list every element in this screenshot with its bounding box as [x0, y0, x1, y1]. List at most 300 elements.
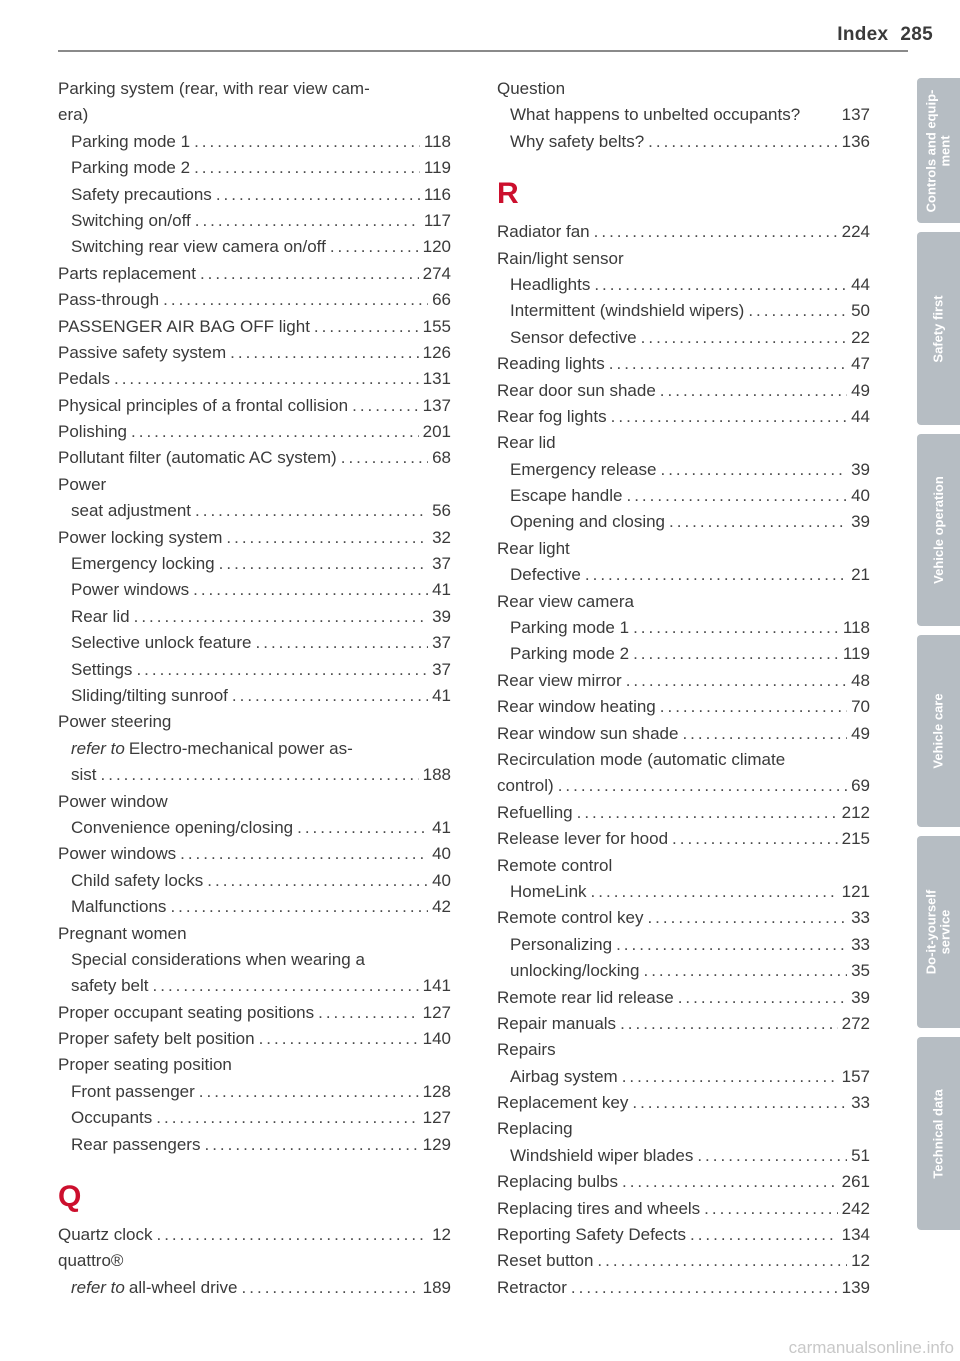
- entry-text: Release lever for hood: [497, 829, 669, 849]
- index-entry: [58, 155, 451, 181]
- page-reference: 128: [422, 1081, 451, 1101]
- dot-leader: [191, 208, 420, 234]
- entry-text: Repair manuals: [497, 1013, 617, 1033]
- entry-text: Special considerations when wearing a: [71, 949, 365, 969]
- index-entry: [497, 773, 870, 799]
- entry-text: Sliding/tilting sunroof: [71, 685, 228, 705]
- entry-text: Rear light: [497, 538, 570, 558]
- dot-leader: [686, 1222, 838, 1248]
- entry-text: Escape handle: [510, 486, 623, 506]
- page-reference: 274: [422, 263, 451, 283]
- page-reference: 47: [851, 354, 870, 374]
- index-heading: [497, 589, 870, 615]
- dot-leader: [637, 325, 847, 351]
- page-reference: 212: [841, 802, 870, 822]
- entry-text: Selective unlock feature: [71, 633, 252, 653]
- page-reference: 215: [841, 829, 870, 849]
- page-reference: 155: [422, 316, 451, 336]
- page-reference: 40: [851, 486, 870, 506]
- index-entry: [58, 1105, 451, 1131]
- dot-leader: [255, 1026, 419, 1052]
- index-heading: [58, 947, 451, 973]
- page-reference: 137: [422, 395, 451, 415]
- entry-text: era): [58, 105, 89, 125]
- page-reference: 44: [851, 406, 870, 426]
- dot-leader: [159, 287, 428, 313]
- entry-text: Physical principles of a frontal collision: [58, 395, 349, 415]
- page-reference: 37: [432, 659, 451, 679]
- index-entry: [58, 182, 451, 208]
- section-letter-q: Q: [58, 1180, 82, 1214]
- index-entry: [58, 261, 451, 287]
- dot-leader: [226, 340, 418, 366]
- page-reference: 41: [432, 580, 451, 600]
- entry-text: Quartz clock: [58, 1225, 153, 1245]
- page-reference: 261: [841, 1172, 870, 1192]
- dot-leader: [554, 773, 847, 799]
- dot-leader: [656, 457, 847, 483]
- page-reference: 51: [851, 1145, 870, 1165]
- page-reference: 44: [851, 274, 870, 294]
- entry-text: Replacement key: [497, 1093, 629, 1113]
- entry-text: Child safety locks: [71, 870, 204, 890]
- entry-text: Windshield wiper blades: [510, 1145, 694, 1165]
- index-entry: [497, 1090, 870, 1116]
- entry-text: Reading lights: [497, 354, 605, 374]
- page-reference: 118: [842, 618, 870, 638]
- entry-text: unlocking/locking: [510, 961, 640, 981]
- dot-leader: [700, 1196, 837, 1222]
- entry-text: Proper occupant seating positions: [58, 1002, 315, 1022]
- entry-text: Passive safety system: [58, 342, 227, 362]
- index-entry: [497, 298, 870, 324]
- dot-leader: [668, 826, 838, 852]
- index-entry: [497, 404, 870, 430]
- page-reference: 33: [851, 1093, 870, 1113]
- dot-leader: [215, 551, 428, 577]
- chapter-tab-label: Technical data: [930, 1088, 946, 1179]
- entry-text: Radiator fan: [497, 222, 590, 242]
- dot-leader: [573, 800, 838, 826]
- index-entry: [58, 525, 451, 551]
- index-entry: [497, 102, 870, 128]
- entry-text: Occupants: [71, 1108, 153, 1128]
- entry-text: quattro®: [58, 1251, 124, 1271]
- entry-text: control): [497, 776, 554, 796]
- dot-leader: [678, 721, 847, 747]
- index-entry: [58, 894, 451, 920]
- chapter-tab[interactable]: [917, 78, 960, 223]
- index-entry: [58, 234, 451, 260]
- index-entry: [58, 973, 451, 999]
- entry-text: Headlights: [510, 274, 591, 294]
- page-reference: 127: [422, 1108, 451, 1128]
- entry-text: Parking mode 2: [71, 158, 191, 178]
- index-entry: [58, 577, 451, 603]
- entry-text: Refuelling: [497, 802, 573, 822]
- page-reference: 137: [841, 105, 870, 125]
- page-reference: 116: [423, 184, 451, 204]
- dot-leader: [590, 219, 838, 245]
- dot-leader: [628, 1090, 847, 1116]
- entry-text: all-wheel drive: [128, 1277, 238, 1297]
- entry-text: Power locking system: [58, 527, 223, 547]
- page-reference: 129: [422, 1134, 451, 1154]
- index-entry: [497, 509, 870, 535]
- page-reference: 41: [432, 685, 451, 705]
- dot-leader: [310, 314, 419, 340]
- dot-leader: [152, 1105, 418, 1131]
- page-reference: 39: [851, 459, 870, 479]
- entry-text: Reporting Safety Defects: [497, 1225, 686, 1245]
- index-entry: [497, 668, 870, 694]
- chapter-tab[interactable]: [917, 232, 960, 425]
- dot-leader: [203, 868, 428, 894]
- dot-leader: [238, 1275, 419, 1301]
- page-reference: 50: [851, 301, 870, 321]
- chapter-tab-label: Do-it-yourself service: [923, 889, 953, 975]
- entry-text: Power: [58, 474, 107, 494]
- dot-leader: [607, 404, 847, 430]
- page-reference: 33: [851, 908, 870, 928]
- index-column-left: [58, 76, 451, 1301]
- index-entry: [58, 1000, 451, 1026]
- index-entry: [497, 457, 870, 483]
- index-entry: [497, 378, 870, 404]
- index-heading: [58, 76, 451, 102]
- page-reference: 117: [423, 210, 451, 230]
- page-reference: 119: [842, 644, 870, 664]
- dot-leader: [176, 841, 428, 867]
- entry-text: Why safety belts?: [510, 131, 645, 151]
- entry-text: sist: [71, 765, 97, 785]
- dot-leader: [587, 879, 838, 905]
- entry-text: Parking mode 1: [510, 618, 630, 638]
- entry-text: Rear lid: [71, 606, 130, 626]
- index-entry: [58, 366, 451, 392]
- index-heading: [58, 1052, 451, 1078]
- entry-text: Defective: [510, 565, 581, 585]
- entry-text: Malfunctions: [71, 897, 167, 917]
- page-reference: 272: [841, 1013, 870, 1033]
- entry-text: Rear view camera: [497, 591, 634, 611]
- index-entry: [497, 562, 870, 588]
- entry-text: Emergency locking: [71, 554, 215, 574]
- index-entry: [58, 314, 451, 340]
- index-entry: [497, 325, 870, 351]
- page-reference: 139: [841, 1277, 870, 1297]
- page-reference: 41: [432, 817, 451, 837]
- index-entry: [58, 657, 451, 683]
- entry-text: Rain/light sensor: [497, 248, 624, 268]
- dot-leader: [618, 1064, 838, 1090]
- index-entry: [58, 868, 451, 894]
- page-reference: 37: [432, 633, 451, 653]
- dot-leader: [152, 1222, 428, 1248]
- index-entry: [58, 1079, 451, 1105]
- page-reference: 39: [851, 512, 870, 532]
- dot-leader: [191, 498, 428, 524]
- index-entry: [58, 1132, 451, 1158]
- entry-text: Intermittent (windshield wipers): [510, 301, 745, 321]
- watermark: carmanualsonline.info: [788, 1338, 954, 1357]
- index-column-right: [497, 76, 870, 1301]
- section-letter-r: R: [497, 177, 519, 211]
- page-reference: 140: [422, 1029, 451, 1049]
- entry-text: Pass-through: [58, 290, 160, 310]
- dot-leader: [665, 509, 847, 535]
- index-entry: [58, 208, 451, 234]
- page-reference: 141: [422, 976, 451, 996]
- entry-text: safety belt: [71, 976, 149, 996]
- dot-leader: [252, 630, 429, 656]
- dot-leader: [228, 683, 428, 709]
- index-entry: [497, 905, 870, 931]
- page-reference: 39: [851, 987, 870, 1007]
- index-heading: [58, 1248, 451, 1274]
- chapter-tab[interactable]: [917, 836, 960, 1028]
- dot-leader: [195, 1079, 419, 1105]
- page-reference: 188: [422, 765, 451, 785]
- page-reference: 134: [841, 1225, 870, 1245]
- dot-leader: [149, 973, 419, 999]
- page-reference: 126: [422, 342, 451, 362]
- entry-text: Safety precautions: [71, 184, 212, 204]
- dot-leader: [222, 525, 428, 551]
- page-reference: 32: [432, 527, 451, 547]
- index-entry: [497, 721, 870, 747]
- entry-text: Rear fog lights: [497, 406, 607, 426]
- entry-text: Power windows: [58, 844, 177, 864]
- entry-text: Settings: [71, 659, 133, 679]
- page-reference: 120: [422, 237, 451, 257]
- page-reference: 40: [432, 844, 451, 864]
- page-reference: 49: [851, 380, 870, 400]
- index-entry: [497, 1196, 870, 1222]
- index-heading: [58, 921, 451, 947]
- entry-text: Parking mode 2: [510, 644, 630, 664]
- index-entry: [497, 483, 870, 509]
- entry-text: Replacing bulbs: [497, 1172, 618, 1192]
- dot-leader: [629, 615, 839, 641]
- header-rule: [58, 50, 908, 52]
- entry-text: Remote control: [497, 855, 613, 875]
- dot-leader: [693, 1143, 847, 1169]
- index-entry: [58, 604, 451, 630]
- dot-leader: [314, 1000, 419, 1026]
- index-entry: [497, 1064, 870, 1090]
- dot-leader: [567, 1275, 838, 1301]
- dot-leader: [590, 272, 847, 298]
- dot-leader: [348, 393, 419, 419]
- chapter-tabs: [917, 78, 960, 1239]
- dot-leader: [593, 1248, 847, 1274]
- entry-text: Parts replacement: [58, 263, 196, 283]
- page-reference: 189: [422, 1277, 451, 1297]
- index-entry: [497, 800, 870, 826]
- index-heading: [497, 246, 870, 272]
- index-entry: [58, 630, 451, 656]
- entry-text: Rear window heating: [497, 697, 656, 717]
- page-reference: 42: [432, 897, 451, 917]
- dot-leader: [622, 483, 847, 509]
- entry-text: Remote control key: [497, 908, 644, 928]
- index-entry: [497, 1222, 870, 1248]
- dot-leader: [644, 129, 837, 155]
- page-reference: 224: [841, 222, 870, 242]
- chapter-tab[interactable]: [917, 635, 960, 827]
- chapter-tab-label: Safety first: [930, 294, 946, 363]
- index-heading: [497, 430, 870, 456]
- page-reference: 70: [851, 697, 870, 717]
- cross-reference-label: refer to: [71, 738, 125, 758]
- entry-text: Reset button: [497, 1251, 594, 1271]
- chapter-tab[interactable]: [917, 1037, 960, 1230]
- dot-leader: [629, 641, 839, 667]
- page-reference: 121: [841, 881, 870, 901]
- entry-text: Power windows: [71, 580, 190, 600]
- page-reference: 131: [422, 369, 451, 389]
- page-reference: 33: [851, 934, 870, 954]
- entry-text: Power window: [58, 791, 168, 811]
- entry-text: What happens to unbelted occupants?: [510, 105, 801, 125]
- index-heading: [497, 1037, 870, 1063]
- page-reference: 157: [841, 1066, 870, 1086]
- page-reference: 68: [432, 448, 451, 468]
- page-header: [837, 24, 933, 46]
- dot-leader: [190, 129, 420, 155]
- index-entry: [497, 1275, 870, 1301]
- entry-text: Personalizing: [510, 934, 613, 954]
- index-entry: [58, 287, 451, 313]
- entry-text: Switching rear view camera on/off: [71, 237, 326, 257]
- entry-text: Front passenger: [71, 1081, 195, 1101]
- index-heading: [497, 1116, 870, 1142]
- entry-text: Polishing: [58, 422, 127, 442]
- page-reference: 48: [851, 670, 870, 690]
- entry-text: Repairs: [497, 1040, 556, 1060]
- page-reference: 40: [432, 870, 451, 890]
- chapter-tab-label: Vehicle care: [930, 693, 946, 769]
- dot-leader: [166, 894, 428, 920]
- index-entry: [497, 694, 870, 720]
- page-reference: 242: [841, 1198, 870, 1218]
- dot-leader: [200, 1132, 418, 1158]
- dot-leader: [581, 562, 847, 588]
- entry-text: Question: [497, 79, 566, 98]
- page-reference: 21: [851, 565, 870, 585]
- index-entry: [58, 419, 451, 445]
- index-entry: [497, 1169, 870, 1195]
- dot-leader: [639, 958, 847, 984]
- entry-text: Emergency release: [510, 459, 657, 479]
- entry-text: Opening and closing: [510, 512, 666, 532]
- entry-text: Pedals: [58, 369, 110, 389]
- index-entry: [58, 1026, 451, 1052]
- index-entry: [58, 551, 451, 577]
- entry-text: Rear lid: [497, 433, 556, 453]
- index-entry: [497, 932, 870, 958]
- dot-leader: [656, 694, 847, 720]
- entry-text: Rear door sun shade: [497, 380, 656, 400]
- page-reference: 12: [432, 1225, 451, 1245]
- dot-leader: [337, 445, 428, 471]
- entry-text: seat adjustment: [71, 501, 192, 521]
- index-entry: [497, 985, 870, 1011]
- entry-text: Power steering: [58, 712, 172, 732]
- entry-text: Sensor defective: [510, 327, 637, 347]
- cross-reference-label: refer to: [71, 1277, 125, 1297]
- page-reference: 49: [851, 723, 870, 743]
- index-entry: [58, 815, 451, 841]
- dot-leader: [132, 657, 428, 683]
- dot-leader: [190, 155, 420, 181]
- entry-text: Replacing: [497, 1119, 573, 1139]
- dot-leader: [605, 351, 847, 377]
- index-entry: [58, 762, 451, 788]
- index-entry: [497, 272, 870, 298]
- page-reference: 127: [422, 1002, 451, 1022]
- index-heading: [58, 789, 451, 815]
- page-reference: 118: [423, 131, 451, 151]
- page-reference: 119: [423, 158, 451, 178]
- header-title: Index: [837, 24, 889, 45]
- dot-leader: [656, 378, 847, 404]
- entry-text: Airbag system: [510, 1066, 618, 1086]
- entry-text: Rear window sun shade: [497, 723, 679, 743]
- dot-leader: [674, 985, 847, 1011]
- index-entry: [58, 1222, 451, 1248]
- index-entry: [58, 445, 451, 471]
- index-heading: [497, 853, 870, 879]
- entry-text: Convenience opening/closing: [71, 817, 294, 837]
- index-entry: [497, 129, 870, 155]
- page-reference: 56: [432, 501, 451, 521]
- index-entry: [497, 351, 870, 377]
- entry-text: Switching on/off: [71, 210, 191, 230]
- chapter-tab-label: Vehicle operation: [930, 476, 946, 584]
- dot-leader: [189, 577, 428, 603]
- index-entry: [497, 958, 870, 984]
- entry-text: Electro-mechanical power as-: [128, 738, 353, 758]
- dot-leader: [293, 815, 428, 841]
- page-number: 285: [900, 24, 933, 45]
- entry-text: Replacing tires and wheels: [497, 1198, 701, 1218]
- index-entry: [497, 641, 870, 667]
- chapter-tab[interactable]: [917, 434, 960, 626]
- page-reference: 22: [851, 327, 870, 347]
- index-entry: [497, 879, 870, 905]
- entry-text: Recirculation mode (automatic climate: [497, 749, 786, 769]
- index-entry: [58, 340, 451, 366]
- entry-text: Pollutant filter (automatic AC system): [58, 448, 337, 468]
- index-entry: [58, 498, 451, 524]
- entry-text: PASSENGER AIR BAG OFF light: [58, 316, 310, 336]
- page-reference: 39: [432, 606, 451, 626]
- entry-text: Pregnant women: [58, 923, 187, 943]
- page-reference: 12: [851, 1251, 870, 1271]
- index-heading: [58, 736, 451, 762]
- index-heading: [58, 709, 451, 735]
- index-entry: [497, 615, 870, 641]
- dot-leader: [618, 1169, 838, 1195]
- entry-text: Parking system (rear, with rear view cam-: [58, 79, 370, 98]
- entry-text: Rear passengers: [71, 1134, 201, 1154]
- index-entry: [58, 129, 451, 155]
- index-entry: [58, 393, 451, 419]
- index-entry: [58, 683, 451, 709]
- dot-leader: [622, 668, 847, 694]
